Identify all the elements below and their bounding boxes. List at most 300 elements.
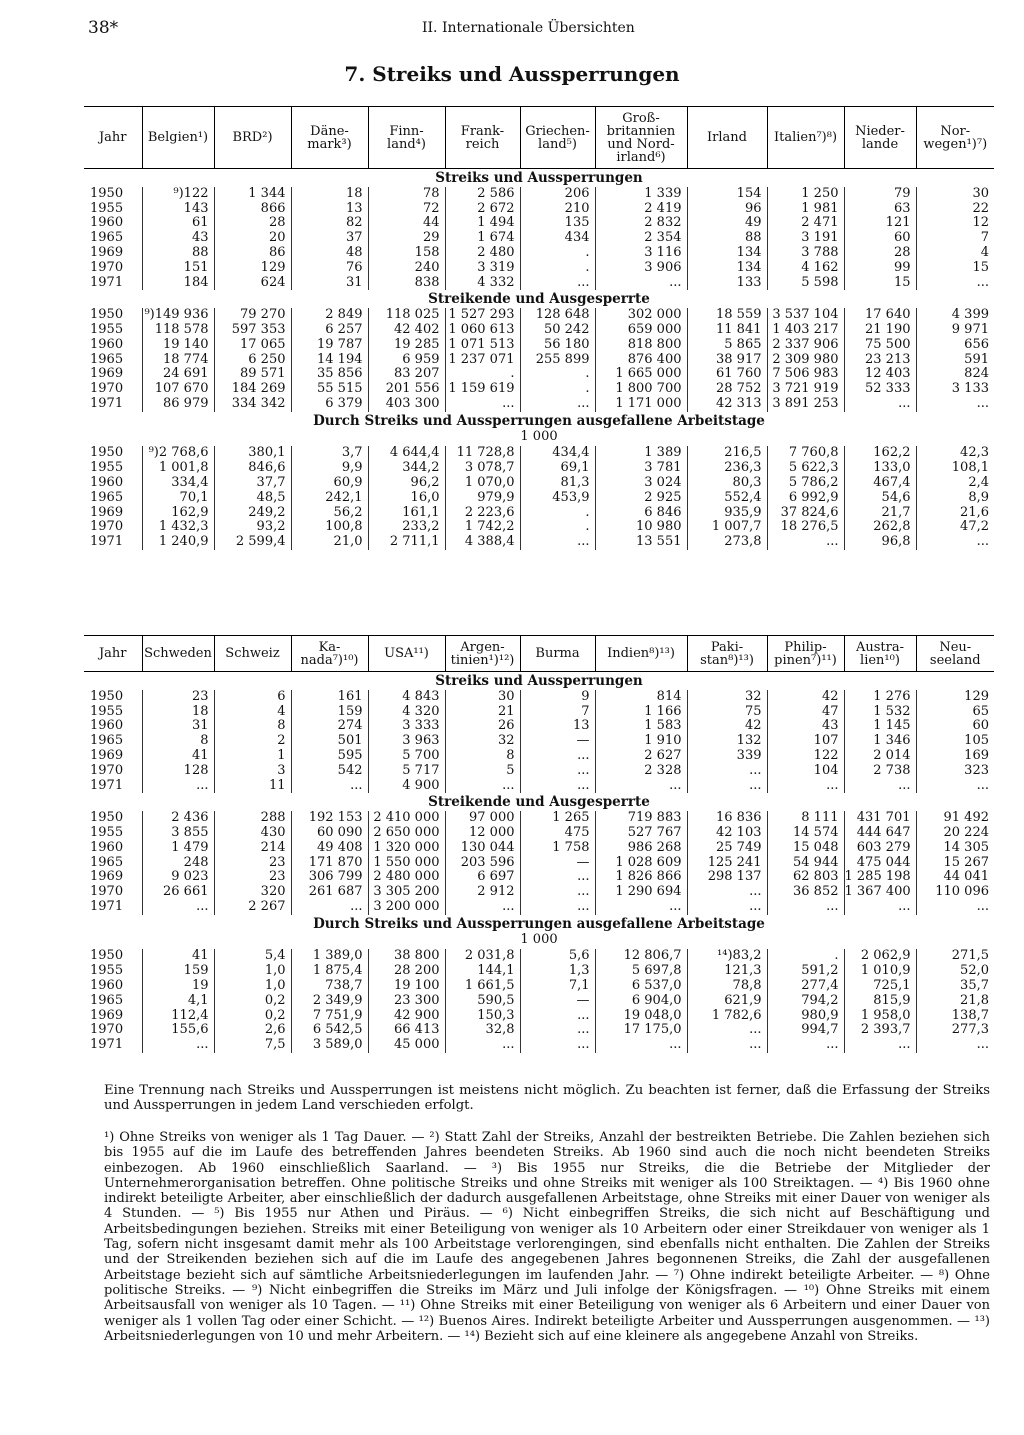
- table-row: [84, 476, 994, 491]
- value-cell: 1 583: [595, 719, 687, 734]
- value-cell: 144,1: [445, 964, 520, 979]
- value-cell: 935,9: [687, 506, 767, 521]
- value-cell: ...: [767, 535, 844, 550]
- year-cell: 1971: [90, 534, 124, 550]
- value-cell: 214: [214, 841, 291, 856]
- value-cell: 88: [687, 231, 767, 246]
- column-header: Ka- nada⁷)¹⁰): [291, 636, 368, 672]
- value-cell: 240: [368, 261, 445, 276]
- value-cell: 1 432,3: [142, 520, 214, 535]
- value-cell: 9,9: [291, 461, 368, 476]
- value-cell: ...: [520, 749, 595, 764]
- value-cell: 18 559: [687, 308, 767, 323]
- value-cell: 61: [142, 216, 214, 231]
- section-heading-row: [84, 169, 994, 187]
- value-cell: 273,8: [687, 535, 767, 550]
- value-cell: 192 153: [291, 811, 368, 826]
- value-cell: 121,3: [687, 964, 767, 979]
- year-cell: 1960: [90, 839, 124, 855]
- value-cell: .: [520, 506, 595, 521]
- value-cell: 6 846: [595, 506, 687, 521]
- value-cell: 138,7: [916, 1009, 994, 1024]
- value-cell: 1,3: [520, 964, 595, 979]
- table-row: [84, 705, 994, 720]
- value-cell: 3 200 000: [368, 900, 445, 915]
- value-cell: 2 711,1: [368, 535, 445, 550]
- value-cell: 24 691: [142, 367, 214, 382]
- value-cell: 118 578: [142, 323, 214, 338]
- table-row: [84, 202, 994, 217]
- value-cell: 4: [214, 705, 291, 720]
- value-cell: 380,1: [214, 446, 291, 461]
- value-cell: 1 145: [844, 719, 916, 734]
- value-cell: 16,0: [368, 491, 445, 506]
- value-cell: 2 223,6: [445, 506, 520, 521]
- value-cell: 11: [214, 779, 291, 794]
- table-row: [84, 216, 994, 231]
- value-cell: 61 760: [687, 367, 767, 382]
- value-cell: 6 542,5: [291, 1023, 368, 1038]
- value-cell: ...: [142, 900, 214, 915]
- value-cell: 89 571: [214, 367, 291, 382]
- value-cell: 846,6: [214, 461, 291, 476]
- column-header: Argen- tinien¹)¹²): [445, 636, 520, 672]
- value-cell: 23 213: [844, 353, 916, 368]
- table-row: [84, 734, 994, 749]
- value-cell: ⁹)122: [142, 187, 214, 202]
- table-row: [84, 446, 994, 461]
- value-cell: 162,2: [844, 446, 916, 461]
- table-row: [84, 885, 994, 900]
- value-cell: ...: [520, 397, 595, 412]
- value-cell: 66 413: [368, 1023, 445, 1038]
- value-cell: 501: [291, 734, 368, 749]
- value-cell: 26: [445, 719, 520, 734]
- table-header-row: [84, 636, 994, 672]
- value-cell: 2 436: [142, 811, 214, 826]
- value-cell: 110 096: [916, 885, 994, 900]
- value-cell: 35,7: [916, 979, 994, 994]
- value-cell: 43: [767, 719, 844, 734]
- value-cell: 161: [291, 690, 368, 705]
- value-cell: 41: [142, 949, 214, 964]
- value-cell: 4,1: [142, 994, 214, 1009]
- value-cell: 107 670: [142, 382, 214, 397]
- value-cell: 15 267: [916, 856, 994, 871]
- value-cell: 18 276,5: [767, 520, 844, 535]
- value-cell: 32,8: [445, 1023, 520, 1038]
- value-cell: ...: [916, 535, 994, 550]
- year-cell: 1970: [90, 519, 124, 535]
- footnotes: ¹) Ohne Streiks von weniger als 1 Tag Dauer. — ²) Statt Zahl der Streiks, Anzahl der bestreikten Betriebe. Die Zahlen beziehen sich bis 1955 auf die im Laufe des betreffenden Jahres beendeten Streiks. Ab 1960 sind auch die noch nicht beendeten Streiks einbezogen. Ab 1960 einschließlich Saarland. — ³) Bis 1955 nur Streiks, die die Betriebe der Mitglieder der Unternehmerorganisation betreffen. Ohne politische Streiks und ohne Streiks mit weniger als 100 Streiktagen. — ⁴) Bis 1960 ohne indirekt beteiligte Arbeiter, aber einschließlich der dadurch ausgefallenen Arbeitstage, ohne Streiks mit einer Dauer von weniger als 4 Stunden. — ⁵) Bis 1955 nur Athen und Piräus. — ⁶) Nicht einbegriffen Streiks, die sich nicht auf Beschäftigung und Arbeitsbedingungen beziehen. Streiks mit einer Beteiligung von weniger als 10 Arbeitern oder einer Streikdauer von weniger als 1 Tag, sofern nicht insgesamt damit mehr als 100 Arbeitstage verlorengingen, sind ebenfalls nicht enthalten. Die Zahlen der Streiks und der Streikenden beziehen sich auf die im Laufe des angegebenen Jahres begonnenen Streiks, die Zahl der ausgefallenen Arbeitstage bezieht sich auf sämtliche Arbeitsniederlegungen im laufenden Jahr. — ⁷) Ohne indirekt beteiligte Arbeiter. — ⁸) Ohne politische Streiks. — ⁹) Nicht einbegriffen die Streiks im März und Juli infolge der Königsfragen. — ¹⁰) Ohne Streiks mit einem Arbeitsausfall von weniger als 10 Tagen. — ¹¹) Ohne Streiks mit einer Beteiligung von weniger als 6 Arbeitern und einer Dauer von weniger als 1 vollen Tag oder einer Schicht. — ¹²) Buenos Aires. Indirekt beteiligte Arbeiter und Aussperrungen ausgenommen. — ¹³) Arbeitsniederlegungen von 10 und mehr Arbeitern. — ¹⁴) Bezieht sich auf eine kleinere als angegebene Anzahl von Streiks.: [104, 1130, 990, 1344]
- value-cell: 20: [214, 231, 291, 246]
- value-cell: 5 598: [767, 276, 844, 291]
- value-cell: 75: [687, 705, 767, 720]
- year-cell: 1965: [90, 854, 124, 870]
- value-cell: 60: [916, 719, 994, 734]
- value-cell: 28: [844, 246, 916, 261]
- value-cell: 248: [142, 856, 214, 871]
- value-cell: 1: [214, 749, 291, 764]
- value-cell: ...: [445, 397, 520, 412]
- year-cell: 1950: [90, 185, 124, 201]
- value-cell: 107: [767, 734, 844, 749]
- value-cell: 334 342: [214, 397, 291, 412]
- value-cell: 12 403: [844, 367, 916, 382]
- value-cell: 42,3: [916, 446, 994, 461]
- value-cell: 122: [767, 749, 844, 764]
- value-cell: 130 044: [445, 841, 520, 856]
- year-cell: 1950: [90, 810, 124, 826]
- value-cell: 288: [214, 811, 291, 826]
- table-row: [84, 870, 994, 885]
- value-cell: 97 000: [445, 811, 520, 826]
- value-cell: 1 389,0: [291, 949, 368, 964]
- value-cell: 21,6: [916, 506, 994, 521]
- value-cell: 216,5: [687, 446, 767, 461]
- value-cell: 475 044: [844, 856, 916, 871]
- section-heading-row: [84, 672, 994, 690]
- value-cell: 15: [844, 276, 916, 291]
- value-cell: .: [445, 367, 520, 382]
- value-cell: 129: [214, 261, 291, 276]
- value-cell: 5: [445, 764, 520, 779]
- value-cell: 1 958,0: [844, 1009, 916, 1024]
- value-cell: 271,5: [916, 949, 994, 964]
- value-cell: 11 728,8: [445, 446, 520, 461]
- value-cell: 96,2: [368, 476, 445, 491]
- value-cell: 1 910: [595, 734, 687, 749]
- value-cell: 1 674: [445, 231, 520, 246]
- value-cell: 129: [916, 690, 994, 705]
- value-cell: 3: [214, 764, 291, 779]
- value-cell: 2 925: [595, 491, 687, 506]
- value-cell: 2 337 906: [767, 338, 844, 353]
- unit-row: [84, 430, 994, 447]
- value-cell: 10 980: [595, 520, 687, 535]
- value-cell: 5,4: [214, 949, 291, 964]
- value-cell: 93,2: [214, 520, 291, 535]
- value-cell: 184 269: [214, 382, 291, 397]
- value-cell: .: [520, 261, 595, 276]
- value-cell: 0,2: [214, 1009, 291, 1024]
- section-title: Streikende und Ausgesperrte: [428, 291, 650, 308]
- value-cell: 7 760,8: [767, 446, 844, 461]
- table-row: [84, 900, 994, 915]
- value-cell: 19 787: [291, 338, 368, 353]
- value-cell: 814: [595, 690, 687, 705]
- value-cell: ...: [595, 276, 687, 291]
- value-cell: 43: [142, 231, 214, 246]
- year-cell: 1969: [90, 869, 124, 885]
- value-cell: 99: [844, 261, 916, 276]
- value-cell: 6 379: [291, 397, 368, 412]
- value-cell: 603 279: [844, 841, 916, 856]
- value-cell: 37 824,6: [767, 506, 844, 521]
- value-cell: 105: [916, 734, 994, 749]
- value-cell: ...: [767, 900, 844, 915]
- value-cell: 298 137: [687, 870, 767, 885]
- table-row: [84, 826, 994, 841]
- value-cell: 2 471: [767, 216, 844, 231]
- value-cell: 19: [142, 979, 214, 994]
- value-cell: 17 175,0: [595, 1023, 687, 1038]
- section-title: Durch Streiks und Aussperrungen ausgefallene Arbeitstage: [313, 915, 765, 932]
- value-cell: 552,4: [687, 491, 767, 506]
- value-cell: 6 697: [445, 870, 520, 885]
- value-cell: 1 550 000: [368, 856, 445, 871]
- value-cell: 2 832: [595, 216, 687, 231]
- year-cell: 1960: [90, 215, 124, 231]
- value-cell: 2 349,9: [291, 994, 368, 1009]
- value-cell: 69,1: [520, 461, 595, 476]
- table-row: [84, 964, 994, 979]
- value-cell: 23 300: [368, 994, 445, 1009]
- table-row: [84, 764, 994, 779]
- strike-table-other: [84, 635, 994, 1053]
- value-cell: 25 749: [687, 841, 767, 856]
- value-cell: 5 786,2: [767, 476, 844, 491]
- value-cell: 1 479: [142, 841, 214, 856]
- value-cell: 50 242: [520, 323, 595, 338]
- table-row: [84, 1038, 994, 1053]
- value-cell: 125 241: [687, 856, 767, 871]
- value-cell: 19 140: [142, 338, 214, 353]
- value-cell: 206: [520, 187, 595, 202]
- value-cell: 108,1: [916, 461, 994, 476]
- value-cell: ...: [916, 397, 994, 412]
- value-cell: 659 000: [595, 323, 687, 338]
- column-header: Frank- reich: [445, 107, 520, 169]
- value-cell: 52,0: [916, 964, 994, 979]
- year-cell: 1969: [90, 366, 124, 382]
- value-cell: 434,4: [520, 446, 595, 461]
- value-cell: ...: [595, 1038, 687, 1053]
- value-cell: 65: [916, 705, 994, 720]
- value-cell: 22: [916, 202, 994, 217]
- value-cell: 430: [214, 826, 291, 841]
- column-header: Philip- pinen⁷)¹¹): [767, 636, 844, 672]
- value-cell: 78,8: [687, 979, 767, 994]
- value-cell: 80,3: [687, 476, 767, 491]
- value-cell: 13: [291, 202, 368, 217]
- year-cell: 1969: [90, 1007, 124, 1023]
- column-header: Neu- seeland: [916, 636, 994, 672]
- value-cell: 5 717: [368, 764, 445, 779]
- value-cell: 21,8: [916, 994, 994, 1009]
- value-cell: 6 537,0: [595, 979, 687, 994]
- value-cell: 2 328: [595, 764, 687, 779]
- value-cell: 306 799: [291, 870, 368, 885]
- value-cell: 1 403 217: [767, 323, 844, 338]
- value-cell: 23: [214, 870, 291, 885]
- value-cell: 41: [142, 749, 214, 764]
- value-cell: 3 319: [445, 261, 520, 276]
- value-cell: 104: [767, 764, 844, 779]
- value-cell: 21,7: [844, 506, 916, 521]
- value-cell: 63: [844, 202, 916, 217]
- year-cell: 1955: [90, 963, 124, 979]
- table-row: [84, 231, 994, 246]
- value-cell: 96: [687, 202, 767, 217]
- value-cell: 4 162: [767, 261, 844, 276]
- value-cell: 3 963: [368, 734, 445, 749]
- value-cell: 1 527 293: [445, 308, 520, 323]
- value-cell: ...: [445, 1038, 520, 1053]
- value-cell: 3 721 919: [767, 382, 844, 397]
- column-header: Jahr: [84, 636, 142, 672]
- table-row: [84, 367, 994, 382]
- value-cell: 37,7: [214, 476, 291, 491]
- value-cell: 54,6: [844, 491, 916, 506]
- table-row: [84, 690, 994, 705]
- value-cell: 47,2: [916, 520, 994, 535]
- value-cell: 48: [291, 246, 368, 261]
- value-cell: 3 133: [916, 382, 994, 397]
- value-cell: 4: [916, 246, 994, 261]
- year-cell: 1969: [90, 244, 124, 260]
- value-cell: 302 000: [595, 308, 687, 323]
- year-cell: 1970: [90, 381, 124, 397]
- page-title: 7. Streiks und Aussperrungen: [344, 62, 680, 86]
- year-cell: 1971: [90, 1037, 124, 1053]
- value-cell: ...: [844, 900, 916, 915]
- value-cell: 2 267: [214, 900, 291, 915]
- year-cell: 1965: [90, 489, 124, 505]
- value-cell: 3 589,0: [291, 1038, 368, 1053]
- value-cell: 171 870: [291, 856, 368, 871]
- year-cell: 1960: [90, 336, 124, 352]
- value-cell: ...: [844, 397, 916, 412]
- value-cell: 2 393,7: [844, 1023, 916, 1038]
- value-cell: 597 353: [214, 323, 291, 338]
- value-cell: ...: [520, 764, 595, 779]
- table-row: [84, 338, 994, 353]
- value-cell: 2,4: [916, 476, 994, 491]
- value-cell: 2 912: [445, 885, 520, 900]
- table-row: [84, 535, 994, 550]
- table-row: [84, 382, 994, 397]
- value-cell: 7: [520, 705, 595, 720]
- value-cell: 1 070,0: [445, 476, 520, 491]
- value-cell: 2 738: [844, 764, 916, 779]
- table-row: [84, 323, 994, 338]
- value-cell: 1 339: [595, 187, 687, 202]
- value-cell: 277,3: [916, 1023, 994, 1038]
- value-cell: 18: [291, 187, 368, 202]
- value-cell: .: [520, 520, 595, 535]
- value-cell: ...: [520, 1023, 595, 1038]
- value-cell: 112,4: [142, 1009, 214, 1024]
- section-heading-row: [84, 290, 994, 308]
- value-cell: 7: [916, 231, 994, 246]
- value-cell: ...: [520, 870, 595, 885]
- value-cell: ...: [445, 779, 520, 794]
- value-cell: 475: [520, 826, 595, 841]
- column-header: Austra- lien¹⁰): [844, 636, 916, 672]
- year-cell: 1971: [90, 395, 124, 411]
- value-cell: 14 305: [916, 841, 994, 856]
- value-cell: 42 900: [368, 1009, 445, 1024]
- table-row: [84, 276, 994, 291]
- value-cell: 1 389: [595, 446, 687, 461]
- value-cell: ...: [595, 900, 687, 915]
- value-cell: 44 041: [916, 870, 994, 885]
- value-cell: 2 627: [595, 749, 687, 764]
- value-cell: ...: [520, 535, 595, 550]
- value-cell: 159: [142, 964, 214, 979]
- value-cell: 8: [445, 749, 520, 764]
- value-cell: 86 979: [142, 397, 214, 412]
- value-cell: 2 672: [445, 202, 520, 217]
- value-cell: 42 402: [368, 323, 445, 338]
- column-header: Jahr: [84, 107, 142, 169]
- year-cell: 1960: [90, 718, 124, 734]
- value-cell: 128: [142, 764, 214, 779]
- value-cell: ...: [520, 900, 595, 915]
- value-cell: 2,6: [214, 1023, 291, 1038]
- value-cell: ...: [520, 885, 595, 900]
- value-cell: 6 257: [291, 323, 368, 338]
- value-cell: 18 774: [142, 353, 214, 368]
- value-cell: 42 103: [687, 826, 767, 841]
- year-cell: 1969: [90, 747, 124, 763]
- value-cell: 344,2: [368, 461, 445, 476]
- value-cell: 1,0: [214, 964, 291, 979]
- value-cell: 624: [214, 276, 291, 291]
- value-cell: 38 800: [368, 949, 445, 964]
- value-cell: 75 500: [844, 338, 916, 353]
- column-header: Indien⁸)¹³): [595, 636, 687, 672]
- value-cell: ...: [291, 900, 368, 915]
- value-cell: 47: [767, 705, 844, 720]
- year-cell: 1971: [90, 274, 124, 290]
- value-cell: 1 250: [767, 187, 844, 202]
- value-cell: 1 532: [844, 705, 916, 720]
- value-cell: 133: [687, 276, 767, 291]
- value-cell: 3 191: [767, 231, 844, 246]
- value-cell: 277,4: [767, 979, 844, 994]
- column-header: Italien⁷)⁸): [767, 107, 844, 169]
- value-cell: 2 309 980: [767, 353, 844, 368]
- value-cell: 1 010,9: [844, 964, 916, 979]
- value-cell: 2 014: [844, 749, 916, 764]
- value-cell: ...: [291, 779, 368, 794]
- section-title: Streikende und Ausgesperrte: [428, 794, 650, 811]
- value-cell: 96,8: [844, 535, 916, 550]
- value-cell: 9 971: [916, 323, 994, 338]
- value-cell: .: [520, 246, 595, 261]
- table-header-row: [84, 107, 994, 169]
- value-cell: 12 806,7: [595, 949, 687, 964]
- value-cell: 3,7: [291, 446, 368, 461]
- value-cell: 1 285 198: [844, 870, 916, 885]
- value-cell: 979,9: [445, 491, 520, 506]
- value-cell: 16 836: [687, 811, 767, 826]
- value-cell: 9: [520, 690, 595, 705]
- value-cell: 18: [142, 705, 214, 720]
- table-row: [84, 719, 994, 734]
- value-cell: ...: [844, 779, 916, 794]
- value-cell: 134: [687, 246, 767, 261]
- value-cell: 1 344: [214, 187, 291, 202]
- value-cell: ...: [445, 900, 520, 915]
- unit-label: 1 000: [520, 428, 558, 444]
- value-cell: 60,9: [291, 476, 368, 491]
- value-cell: ...: [687, 885, 767, 900]
- value-cell: 6: [214, 690, 291, 705]
- value-cell: 403 300: [368, 397, 445, 412]
